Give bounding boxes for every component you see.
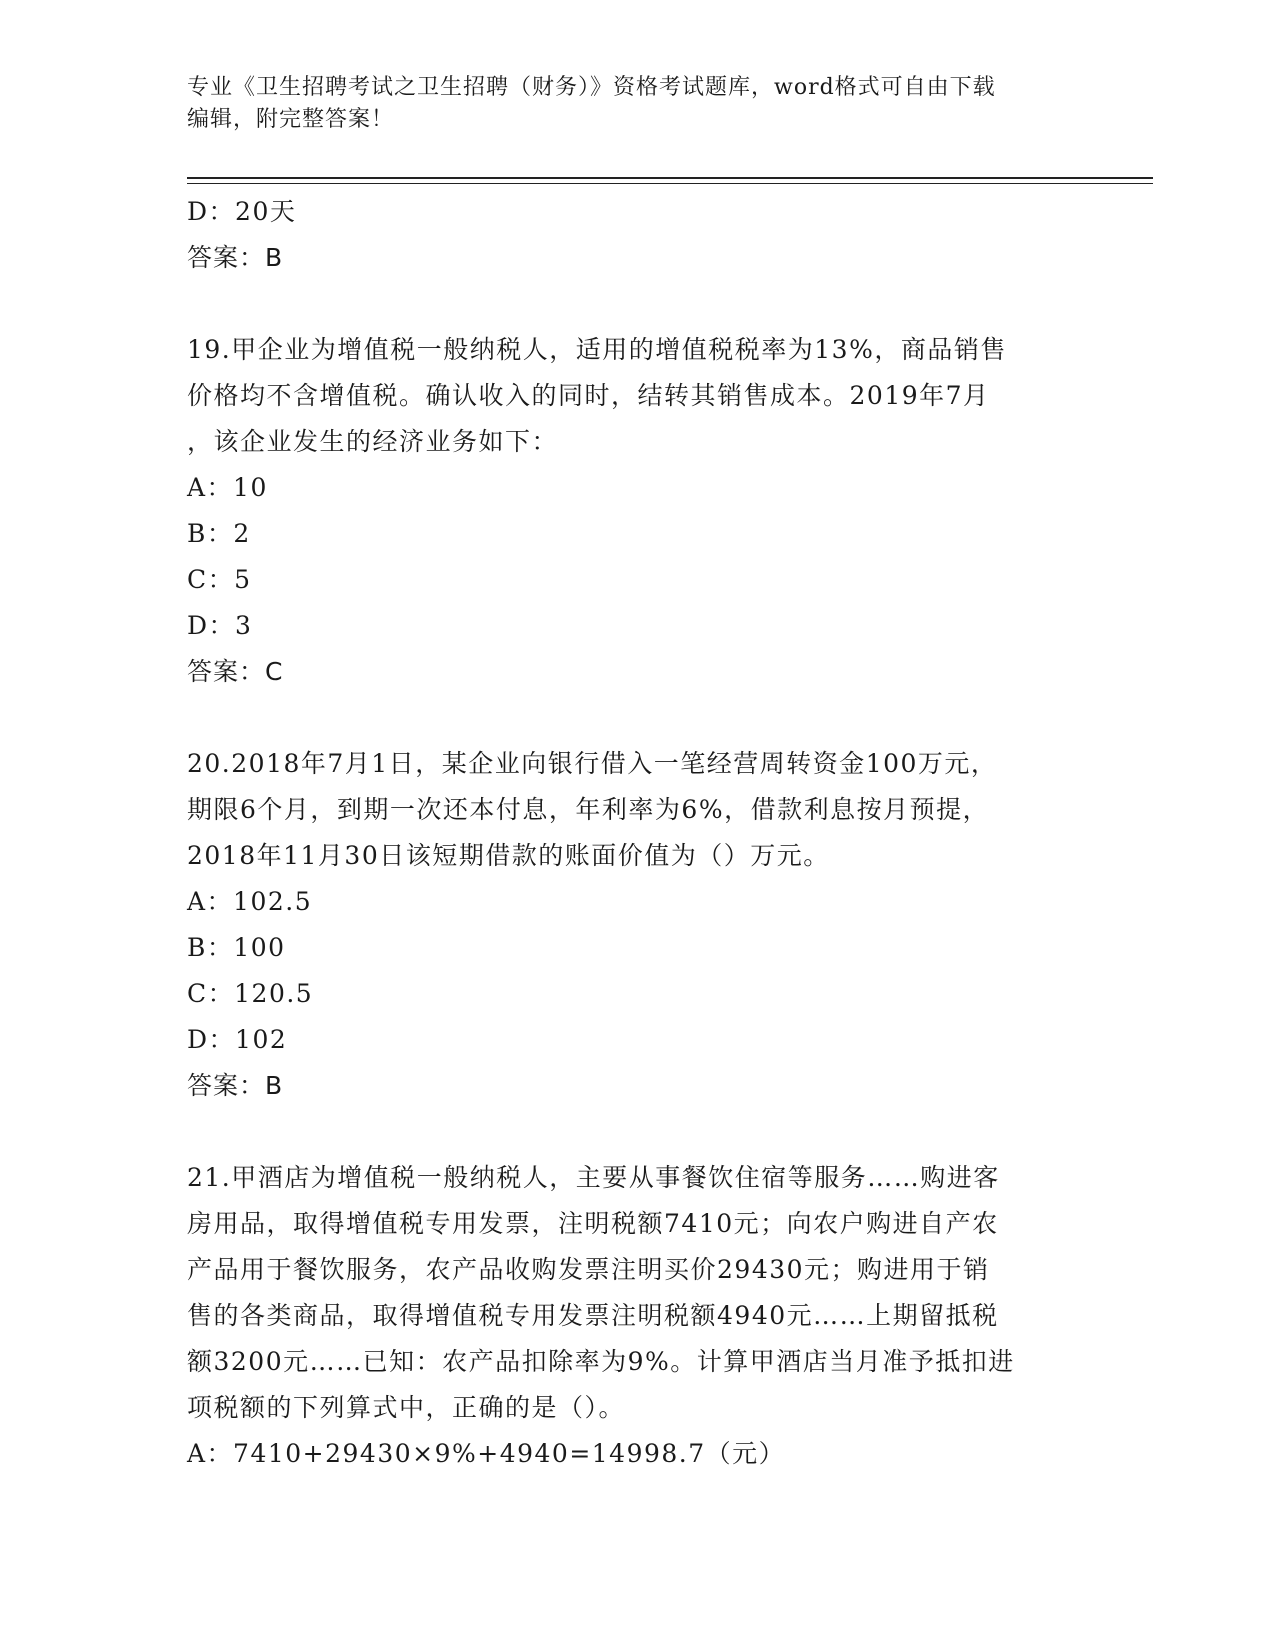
option-a: A：7410+29430×9%+4940=14998.7（元） (187, 1439, 786, 1468)
option-b: B：100 (187, 933, 286, 962)
answer-line: 答案：B (187, 1071, 284, 1100)
question-stem-line: 21.甲酒店为增值税一般纳税人，主要从事餐饮住宿等服务……购进客 (187, 1163, 1000, 1192)
option-d: D：20天 (187, 197, 297, 226)
header-line-1: 专业《卫生招聘考试之卫生招聘（财务）》资格考试题库，word格式可自由下载 (187, 75, 996, 100)
question-stem-line: 房用品，取得增值税专用发票，注明税额7410元；向农户购进自产农 (187, 1209, 999, 1238)
question-stem-line: 额3200元……已知：农产品扣除率为9%。计算甲酒店当月准予抵扣进 (187, 1347, 1015, 1376)
option-c: C：120.5 (187, 979, 314, 1008)
answer-line: 答案：C (187, 657, 284, 686)
question-stem-line: 价格均不含增值税。确认收入的同时，结转其销售成本。2019年7月 (187, 381, 990, 410)
header-divider-thick (187, 177, 1153, 179)
question-stem-line: 项税额的下列算式中，正确的是（）。 (187, 1393, 626, 1422)
question-content (187, 189, 1087, 1477)
question-stem-line: 2018年11月30日该短期借款的账面价值为（）万元。 (187, 841, 830, 870)
question-stem-line: 19.甲企业为增值税一般纳税人，适用的增值税税率为13%，商品销售 (187, 335, 1007, 364)
question-20 (187, 741, 1087, 1109)
spacer (187, 281, 1087, 327)
question-stem-line: 期限6个月，到期一次还本付息，年利率为6%，借款利息按月预提， (187, 795, 990, 824)
question-stem-line: 产品用于餐饮服务，农产品收购发票注明买价29430元；购进用于销 (187, 1255, 990, 1284)
question-18 (187, 189, 1087, 281)
spacer (187, 1109, 1087, 1155)
question-21 (187, 1155, 1087, 1477)
question-stem-line: 售的各类商品，取得增值税专用发票注明税额4940元……上期留抵税 (187, 1301, 999, 1330)
page-header (187, 72, 1087, 136)
option-a: A：10 (187, 473, 268, 502)
question-stem-line: 20.2018年7月1日，某企业向银行借入一笔经营周转资金100万元， (187, 749, 998, 778)
option-d: D：102 (187, 1025, 288, 1054)
header-divider-thin (187, 183, 1153, 184)
answer-line: 答案：B (187, 243, 284, 272)
option-b: B：2 (187, 519, 251, 548)
header-line-2: 编辑，附完整答案！ (187, 107, 395, 132)
option-a: A：102.5 (187, 887, 313, 916)
question-stem-line: ，该企业发生的经济业务如下： (187, 427, 559, 456)
spacer (187, 695, 1087, 741)
question-19 (187, 327, 1087, 695)
option-d: D：3 (187, 611, 253, 640)
option-c: C：5 (187, 565, 252, 594)
